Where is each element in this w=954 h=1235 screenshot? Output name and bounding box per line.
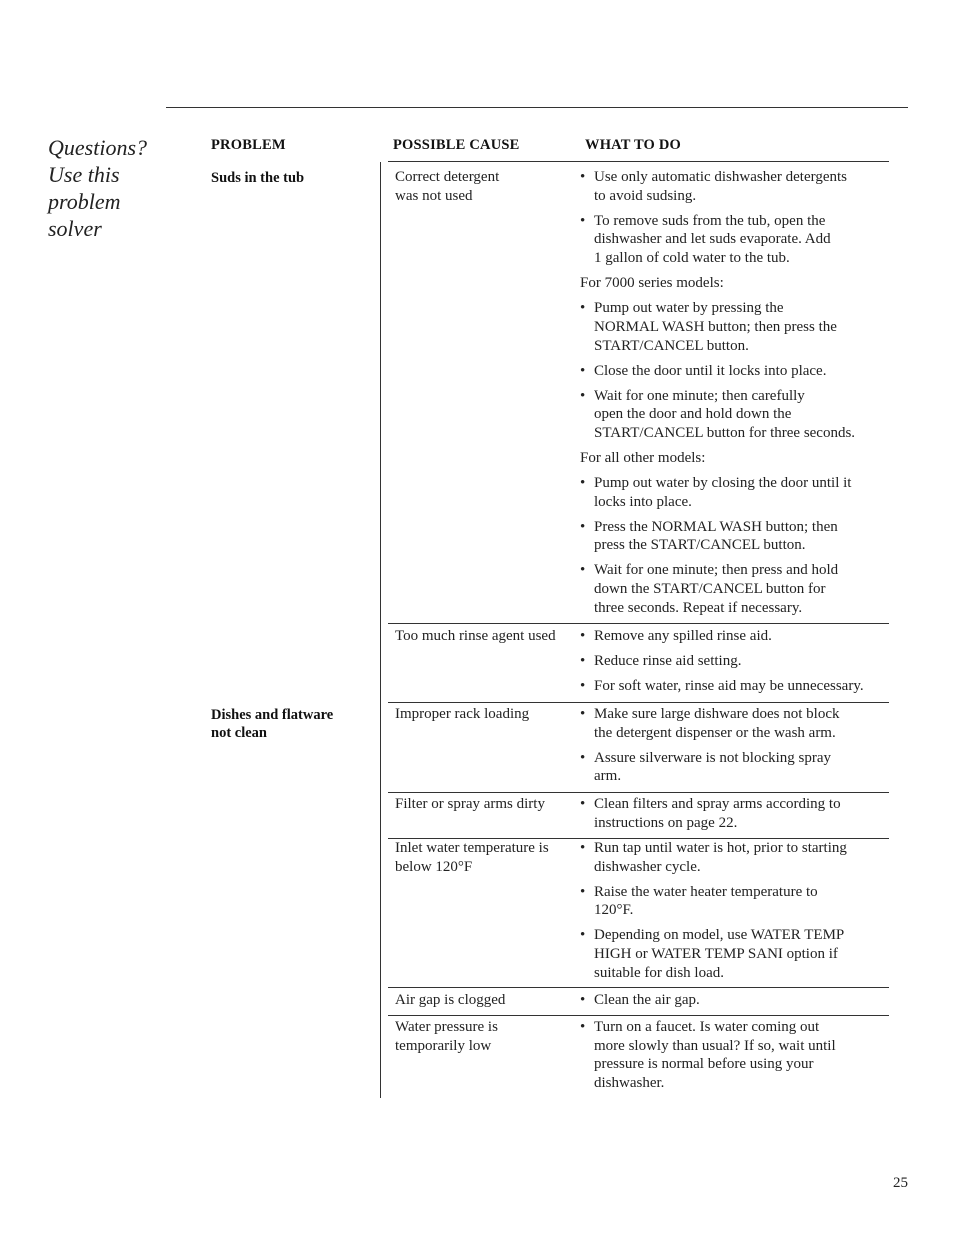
cause-wrong-detergent	[395, 168, 580, 205]
todo-line: locks into place.	[594, 493, 692, 510]
bullet-marker: •	[580, 628, 586, 644]
bullet-marker: •	[580, 840, 586, 856]
todo-bullet-item	[580, 212, 892, 268]
header-rule	[388, 161, 889, 162]
cause-line: Improper rack loading	[395, 706, 530, 722]
todo-bullet-item	[580, 561, 892, 617]
todo-line: suitable for dish load.	[594, 964, 724, 981]
cause-improper-rack-loading	[395, 705, 580, 724]
header-problem: PROBLEM	[211, 137, 286, 153]
problem-suds-in-tub	[211, 169, 371, 187]
problem-line: not clean	[211, 725, 267, 741]
section-title	[48, 134, 178, 242]
bullet-marker: •	[580, 653, 586, 669]
todo-line: Remove any spilled rinse aid.	[594, 628, 772, 644]
todo-line: to avoid sudsing.	[594, 187, 697, 204]
page-number: 25	[893, 1175, 908, 1191]
todo-line: Use only automatic dishwasher detergents	[594, 169, 847, 185]
section-title-line: problem	[48, 189, 121, 214]
todo-line: more slowly than usual? If so, wait until	[594, 1037, 836, 1054]
todo-bullet-item	[580, 518, 892, 555]
problem-dishes-not-clean	[211, 706, 371, 742]
todo-line: 120°F.	[594, 902, 634, 919]
bullet-marker: •	[580, 749, 586, 766]
todo-bullet-item	[580, 299, 892, 355]
todo-line: For soft water, rinse aid may be unnecessary.	[594, 678, 864, 694]
todo-bullet-item	[580, 387, 892, 443]
todo-line: press the START/CANCEL button.	[594, 537, 806, 554]
todo-bullet-item	[580, 926, 892, 982]
todo-bullet-item	[580, 795, 892, 832]
cause-line: below 120°F	[395, 858, 473, 875]
cause-line: Inlet water temperature is	[395, 840, 549, 856]
problem-line: Dishes and flatware	[211, 707, 334, 723]
todo-line: Depending on model, use WATER TEMP	[594, 927, 845, 944]
bullet-marker: •	[580, 678, 586, 694]
cause-line: Filter or spray arms dirty	[395, 796, 545, 812]
todo-list-filter-dirty	[580, 795, 892, 839]
todo-bullet-item	[580, 749, 892, 786]
todo-line: Press the NORMAL WASH button; then	[594, 518, 838, 535]
cause-inlet-water-temp	[395, 839, 580, 876]
problem-line: Suds in the tub	[211, 170, 305, 186]
bullet-marker: •	[580, 169, 586, 185]
todo-bullet-item	[580, 705, 892, 742]
todo-line: pressure is normal before using your	[594, 1056, 814, 1073]
todo-line: Wait for one minute; then carefully	[594, 387, 805, 404]
todo-line: START/CANCEL button for three seconds.	[594, 424, 856, 441]
todo-line: Pump out water by closing the door until it	[594, 474, 852, 491]
todo-bullet-item	[580, 991, 892, 1010]
todo-line: Clean filters and spray arms according to	[594, 796, 841, 812]
todo-line: Close the door until it locks into place.	[594, 362, 827, 379]
todo-bullet-item	[580, 168, 892, 205]
cause-air-gap-clogged	[395, 991, 580, 1010]
todo-line: Pump out water by pressing the	[594, 300, 784, 317]
todo-line: HIGH or WATER TEMP SANI option if	[594, 946, 838, 963]
todo-note	[580, 449, 892, 468]
bullet-marker: •	[580, 387, 586, 404]
cause-line: Correct detergent	[395, 169, 500, 185]
cause-line: temporarily low	[395, 1037, 492, 1054]
cause-line: Too much rinse agent used	[395, 628, 556, 644]
todo-bullet-item	[580, 627, 892, 646]
todo-list-improper-rack-loading	[580, 705, 892, 792]
bullet-marker: •	[580, 562, 586, 579]
todo-line: instructions on page 22.	[594, 814, 738, 831]
row-rule	[388, 702, 889, 703]
todo-line: Make sure large dishware does not block	[594, 706, 840, 722]
todo-bullet-item	[580, 652, 892, 671]
header-what-to-do: WHAT TO DO	[585, 137, 682, 153]
todo-bullet-item	[580, 474, 892, 511]
todo-list-inlet-water-temp	[580, 839, 892, 989]
todo-line: Wait for one minute; then press and hold	[594, 562, 839, 579]
todo-line: START/CANCEL button.	[594, 337, 749, 354]
bullet-marker: •	[580, 883, 586, 900]
todo-list-water-pressure-low	[580, 1018, 892, 1099]
bullet-marker: •	[580, 927, 586, 944]
todo-list-too-much-rinse-agent	[580, 627, 892, 702]
todo-bullet-item	[580, 883, 892, 920]
todo-line: Clean the air gap.	[594, 992, 700, 1008]
todo-line: Assure silverware is not blocking spray	[594, 749, 832, 766]
bullet-marker: •	[580, 992, 586, 1008]
bullet-marker: •	[580, 362, 586, 379]
todo-line: To remove suds from the tub, open the	[594, 212, 826, 229]
bullet-marker: •	[580, 474, 586, 491]
todo-line: three seconds. Repeat if necessary.	[594, 599, 803, 616]
cause-line: Air gap is clogged	[395, 992, 506, 1008]
bullet-marker: •	[580, 212, 586, 229]
header-possible-cause: POSSIBLE CAUSE	[393, 137, 520, 153]
cause-line: Water pressure is	[395, 1019, 498, 1035]
todo-line: Run tap until water is hot, prior to starting	[594, 840, 847, 856]
todo-bullet-item	[580, 362, 892, 381]
todo-line: the detergent dispenser or the wash arm.	[594, 724, 836, 741]
todo-line: For 7000 series models:	[580, 275, 724, 292]
todo-line: dishwasher cycle.	[594, 858, 701, 875]
cause-water-pressure-low	[395, 1018, 580, 1055]
bullet-marker: •	[580, 300, 586, 317]
todo-line: 1 gallon of cold water to the tub.	[594, 250, 790, 267]
todo-line: arm.	[594, 768, 622, 785]
top-rule	[166, 107, 908, 108]
bullet-marker: •	[580, 706, 586, 722]
todo-line: dishwasher.	[594, 1075, 665, 1092]
section-title-line: solver	[48, 216, 102, 241]
todo-line: NORMAL WASH button; then press the	[594, 318, 837, 335]
todo-bullet-item	[580, 677, 892, 696]
todo-bullet-item	[580, 839, 892, 876]
cause-line: was not used	[395, 187, 473, 204]
bullet-marker: •	[580, 518, 586, 535]
todo-line: Turn on a faucet. Is water coming out	[594, 1019, 820, 1035]
section-title-line: Questions?	[48, 135, 147, 160]
column-divider	[380, 162, 381, 1098]
todo-line: dishwasher and let suds evaporate. Add	[594, 231, 831, 248]
bullet-marker: •	[580, 1019, 586, 1035]
bullet-marker: •	[580, 796, 586, 812]
todo-bullet-item	[580, 1018, 892, 1093]
todo-list-air-gap-clogged	[580, 991, 892, 1016]
todo-line: For all other models:	[580, 449, 706, 466]
cause-too-much-rinse-agent	[395, 627, 580, 646]
todo-list-wrong-detergent	[580, 168, 892, 624]
section-title-line: Use this	[48, 162, 120, 187]
todo-line: Reduce rinse aid setting.	[594, 653, 742, 669]
todo-line: down the START/CANCEL button for	[594, 581, 826, 598]
cause-filter-dirty	[395, 795, 580, 814]
todo-note	[580, 274, 892, 293]
todo-line: open the door and hold down the	[594, 406, 792, 423]
todo-line: Raise the water heater temperature to	[594, 883, 818, 900]
